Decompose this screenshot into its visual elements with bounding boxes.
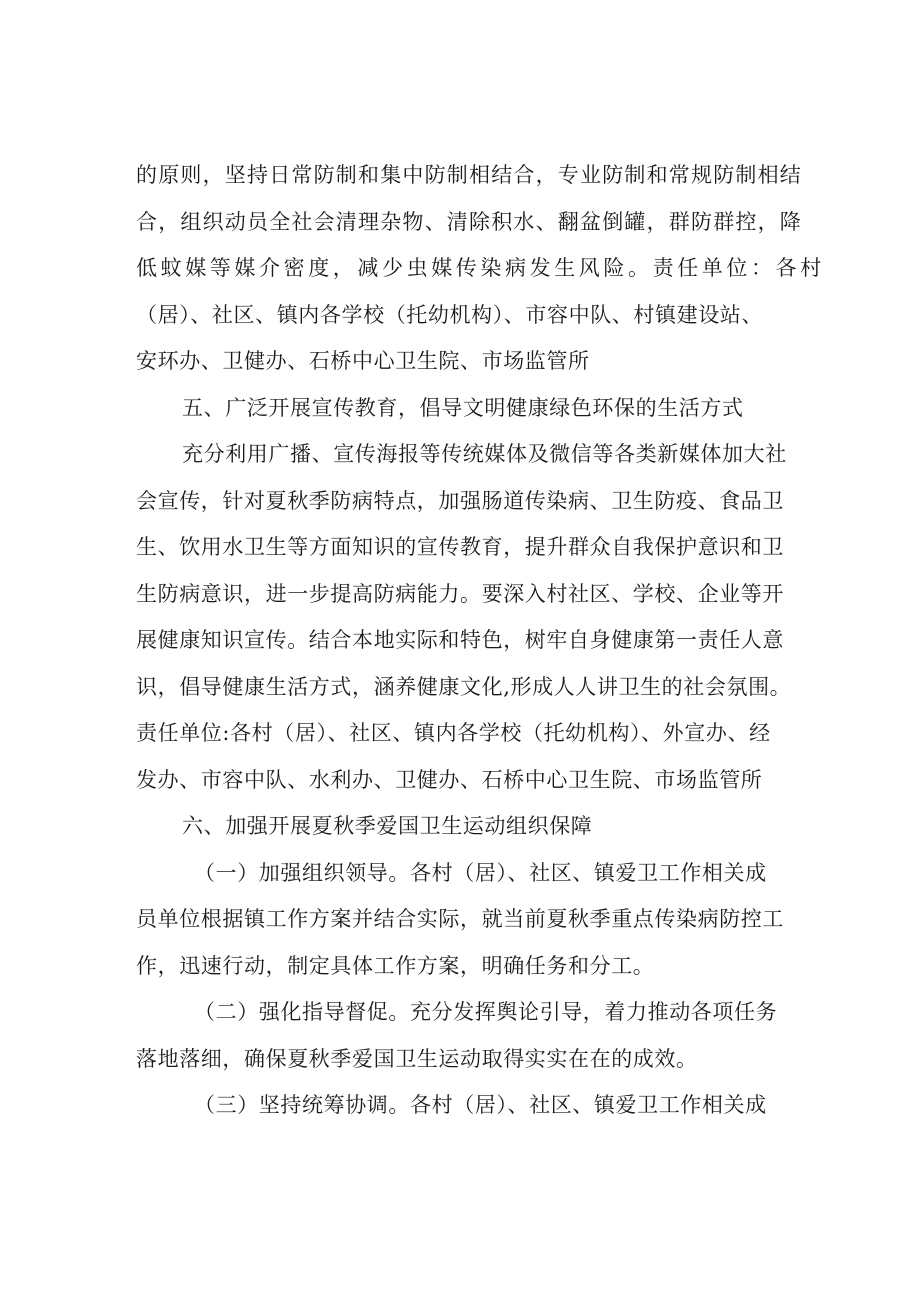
- paragraph-line: 发办、市容中队、水利办、卫健办、石桥中心卫生院、市场监管所: [136, 767, 763, 792]
- paragraph-line: 充分利用广播、宣传海报等传统媒体及微信等各类新媒体加大社: [182, 442, 787, 466]
- paragraph-line: 员单位根据镇工作方案并结合实际，就当前夏秋季重点传染病防控工: [136, 907, 784, 931]
- paragraph-line: 合，组织动员全社会清理杂物、清除积水、翻盆倒罐，群防群控，降: [136, 209, 802, 234]
- paragraph-line: 生防病意识，进一步提高防病能力。要深入村社区、学校、企业等开: [136, 581, 784, 606]
- subsection-1: （一）加强组织领导。各村（居）、社区、镇爱卫工作相关成: [194, 860, 767, 885]
- paragraph-line: 落地落细，确保夏秋季爱国卫生运动取得实实在在的成效。: [136, 1046, 698, 1071]
- paragraph-line: 会宣传，针对夏秋季防病特点，加强肠道传染病、卫生防疫、食品卫: [136, 488, 784, 513]
- paragraph-line: 生、饮用水卫生等方面知识的宣传教育，提升群众自我保护意识和卫: [136, 535, 784, 559]
- section-heading-6: 六、加强开展夏秋季爱国卫生运动组织保障: [182, 814, 593, 838]
- subsection-3: （三）坚持统筹协调。各村（居）、社区、镇爱卫工作相关成: [194, 1093, 767, 1117]
- paragraph-line: 识，倡导健康生活方式，涵养健康文化,形成人人讲卫生的社会氛围。: [136, 674, 792, 699]
- paragraph-line: 安环办、卫健办、石桥中心卫生院、市场监管所: [136, 349, 590, 373]
- paragraph-line: 低蚊媒等媒介密度，减少虫媒传染病发生风险。责任单位：各村: [136, 256, 825, 280]
- paragraph-line: 作，迅速行动，制定具体工作方案，明确任务和分工。: [136, 953, 655, 978]
- paragraph-line: 的原则，坚持日常防制和集中防制相结合，专业防制和常规防制相结: [136, 163, 802, 187]
- paragraph-line: 责任单位:各村（居）、社区、镇内各学校（托幼机构）、外宣办、经: [136, 721, 771, 745]
- paragraph-line: （居）、社区、镇内各学校（托幼机构）、市容中队、村镇建设站、: [136, 302, 763, 327]
- paragraph-line: 展健康知识宣传。结合本地实际和特色，树牢自身健康第一责任人意: [136, 628, 784, 652]
- subsection-2: （二）强化指导督促。充分发挥舆论引导，着力推动各项任务: [194, 1000, 778, 1024]
- section-heading-5: 五、广泛开展宣传教育，倡导文明健康绿色环保的生活方式: [182, 395, 744, 420]
- document-body: [136, 152, 825, 1129]
